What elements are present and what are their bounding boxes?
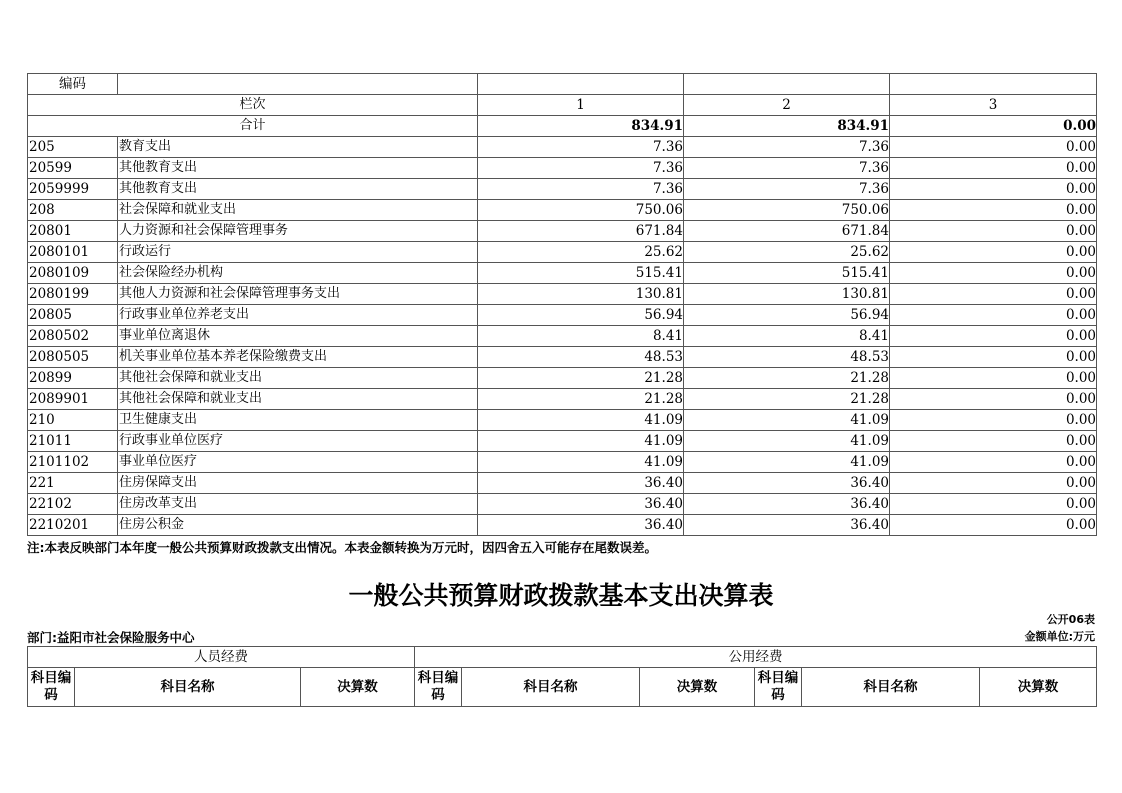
subject-name: 卫生健康支出 [118,410,478,431]
amount-project: 0.00 [890,452,1097,473]
amount-total: 36.40 [478,494,684,515]
amount-basic: 56.94 [684,305,890,326]
table-row [28,263,1097,284]
subject-name: 其他教育支出 [118,179,478,200]
table-row [28,368,1097,389]
table-row [28,200,1097,221]
column-number-row [28,95,1097,116]
amount-basic: 41.09 [684,431,890,452]
subject-name: 人力资源和社会保障管理事务 [118,221,478,242]
amount-basic: 36.40 [684,515,890,536]
table-row [28,347,1097,368]
amount-basic: 41.09 [684,452,890,473]
column-header-row [28,668,1097,707]
table-note: 注:本表反映部门本年度一般公共预算财政拨款支出情况。本表金额转换为万元时，因四舍五入可能存在尾数误差。 [27,540,658,555]
expenditure-table [27,73,1097,536]
table-row [28,515,1097,536]
public-group-header: 公用经费 [415,647,1097,668]
table-row [28,431,1097,452]
total-value: 834.91 [684,116,890,137]
amount-total: 21.28 [478,389,684,410]
subject-name: 住房保障支出 [118,473,478,494]
table-row [28,284,1097,305]
column-number: 3 [890,95,1097,116]
table-row [28,494,1097,515]
table-row [28,452,1097,473]
code-header-row [28,74,1097,95]
amount-project: 0.00 [890,137,1097,158]
subject-name: 住房公积金 [118,515,478,536]
subject-code: 21011 [28,431,118,452]
amount-project: 0.00 [890,431,1097,452]
subject-code: 2080101 [28,242,118,263]
amount-basic: 7.36 [684,158,890,179]
empty-cell [118,74,478,95]
amount-total: 671.84 [478,221,684,242]
amount-basic: 130.81 [684,284,890,305]
amount-project: 0.00 [890,494,1097,515]
table-row [28,242,1097,263]
subject-name: 社会保障和就业支出 [118,200,478,221]
subject-name: 教育支出 [118,137,478,158]
subject-code: 2059999 [28,179,118,200]
subject-name: 社会保险经办机构 [118,263,478,284]
table-number: 公开06表 [1046,613,1095,626]
amount-project: 0.00 [890,473,1097,494]
amount-total: 515.41 [478,263,684,284]
subject-code: 2080502 [28,326,118,347]
subject-name: 事业单位离退休 [118,326,478,347]
amount-total: 750.06 [478,200,684,221]
amount-project: 0.00 [890,515,1097,536]
total-value: 834.91 [478,116,684,137]
amount-total: 48.53 [478,347,684,368]
amount-project: 0.00 [890,284,1097,305]
personnel-group-header: 人员经费 [28,647,415,668]
department-label: 部门:益阳市社会保险服务中心 [27,630,195,645]
amount-project: 0.00 [890,179,1097,200]
amount-total: 8.41 [478,326,684,347]
amount-basic: 25.62 [684,242,890,263]
amount-total: 41.09 [478,452,684,473]
unit-label: 金额单位:万元 [1024,630,1095,643]
table-row [28,221,1097,242]
amount-total: 36.40 [478,473,684,494]
subject-code: 2080505 [28,347,118,368]
subject-code: 210 [28,410,118,431]
amount-total: 7.36 [478,158,684,179]
subject-code: 20801 [28,221,118,242]
group-header-row [28,647,1097,668]
table-row [28,305,1097,326]
total-row [28,116,1097,137]
subject-code: 205 [28,137,118,158]
amount-total: 41.09 [478,410,684,431]
subject-name: 住房改革支出 [118,494,478,515]
subject-code: 20899 [28,368,118,389]
subject-code: 2080109 [28,263,118,284]
subject-name: 事业单位医疗 [118,452,478,473]
subject-name: 行政事业单位养老支出 [118,305,478,326]
subject-code: 20805 [28,305,118,326]
column-header: 栏次 [28,95,478,116]
amount-total: 130.81 [478,284,684,305]
code-header: 编码 [28,74,118,95]
empty-cell [684,74,890,95]
subject-name: 机关事业单位基本养老保险缴费支出 [118,347,478,368]
amount-project: 0.00 [890,326,1097,347]
basic-expenditure-table [27,646,1097,707]
amount-project: 0.00 [890,389,1097,410]
amount-basic: 671.84 [684,221,890,242]
column-number: 2 [684,95,890,116]
amount-header: 决算数 [640,668,755,707]
amount-basic: 750.06 [684,200,890,221]
subject-code-header: 科目编码 [415,668,462,707]
amount-project: 0.00 [890,305,1097,326]
table-row [28,179,1097,200]
subject-name: 其他社会保障和就业支出 [118,389,478,410]
amount-basic: 21.28 [684,389,890,410]
subject-code: 208 [28,200,118,221]
amount-basic: 36.40 [684,494,890,515]
subject-code: 221 [28,473,118,494]
amount-project: 0.00 [890,368,1097,389]
subject-code: 2210201 [28,515,118,536]
amount-total: 56.94 [478,305,684,326]
subject-name: 其他教育支出 [118,158,478,179]
amount-total: 36.40 [478,515,684,536]
amount-total: 25.62 [478,242,684,263]
table-row [28,389,1097,410]
page-title: 一般公共预算财政拨款基本支出决算表 [348,581,774,610]
empty-cell [478,74,684,95]
subject-code-header: 科目编码 [755,668,802,707]
subject-name: 行政事业单位医疗 [118,431,478,452]
column-number: 1 [478,95,684,116]
amount-total: 21.28 [478,368,684,389]
amount-header: 决算数 [980,668,1097,707]
amount-basic: 21.28 [684,368,890,389]
amount-basic: 7.36 [684,137,890,158]
amount-total: 7.36 [478,137,684,158]
amount-project: 0.00 [890,263,1097,284]
amount-total: 7.36 [478,179,684,200]
subject-name: 其他社会保障和就业支出 [118,368,478,389]
table-row [28,326,1097,347]
table-row [28,137,1097,158]
subject-name-header: 科目名称 [75,668,301,707]
amount-project: 0.00 [890,158,1097,179]
amount-basic: 515.41 [684,263,890,284]
table-row [28,158,1097,179]
subject-name: 其他人力资源和社会保障管理事务支出 [118,284,478,305]
total-value: 0.00 [890,116,1097,137]
amount-project: 0.00 [890,221,1097,242]
subject-name: 行政运行 [118,242,478,263]
amount-basic: 7.36 [684,179,890,200]
subject-code: 2101102 [28,452,118,473]
subject-code: 22102 [28,494,118,515]
amount-basic: 41.09 [684,410,890,431]
amount-header: 决算数 [301,668,415,707]
subject-name-header: 科目名称 [462,668,640,707]
amount-project: 0.00 [890,242,1097,263]
subject-name-header: 科目名称 [802,668,980,707]
amount-basic: 8.41 [684,326,890,347]
amount-total: 41.09 [478,431,684,452]
amount-project: 0.00 [890,200,1097,221]
subject-code: 2089901 [28,389,118,410]
subject-code-header: 科目编码 [28,668,75,707]
empty-cell [890,74,1097,95]
amount-basic: 48.53 [684,347,890,368]
subject-code: 2080199 [28,284,118,305]
table-row [28,473,1097,494]
amount-basic: 36.40 [684,473,890,494]
amount-project: 0.00 [890,347,1097,368]
total-label: 合计 [28,116,478,137]
amount-project: 0.00 [890,410,1097,431]
subject-code: 20599 [28,158,118,179]
table-row [28,410,1097,431]
